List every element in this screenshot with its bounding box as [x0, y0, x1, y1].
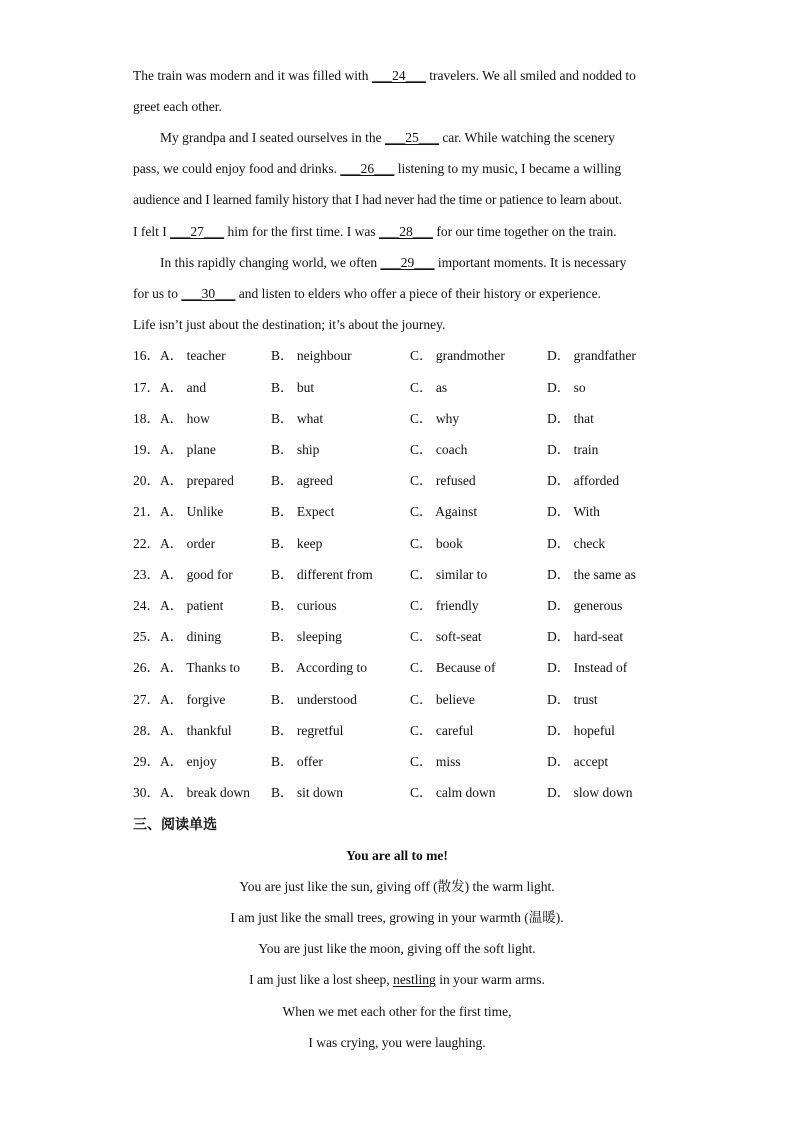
question-number: 26． [133, 660, 160, 675]
passage-text: important moments. It is necessary [434, 255, 627, 270]
passage-text: car. While watching the scenery [438, 130, 615, 145]
option-c[interactable]: C． believe [410, 692, 475, 707]
question-25 [133, 628, 663, 646]
option-c[interactable]: C． calm down [410, 785, 496, 800]
poem-title: You are all to me! [346, 848, 448, 863]
option-d[interactable]: D． afforded [547, 473, 620, 488]
option-c[interactable]: C． grandmother [410, 348, 505, 363]
option-b[interactable]: B． but [271, 380, 315, 395]
option-d[interactable]: D． train [547, 442, 599, 457]
question-22 [133, 535, 663, 553]
option-a[interactable]: A． Thanks to [160, 660, 240, 675]
underlined-word: nestling [393, 972, 436, 987]
question-30 [133, 784, 663, 802]
passage-text: pass, we could enjoy food and drinks. [133, 161, 341, 176]
passage-text: The train was modern and it was filled with [133, 68, 372, 83]
option-a[interactable]: A． plane [160, 442, 216, 457]
option-a[interactable]: A． teacher [160, 348, 226, 363]
passage-text: for us to [133, 286, 182, 301]
passage-text: My grandpa and I seated ourselves in the [160, 130, 385, 145]
question-number: 28． [133, 723, 160, 738]
option-a[interactable]: A． Unlike [160, 504, 224, 519]
passage-line: Life isn’t just about the destination; it’s about the journey. [133, 317, 446, 332]
option-d[interactable]: D． slow down [547, 785, 633, 800]
option-c[interactable]: C． why [410, 411, 460, 426]
option-b[interactable]: B． regretful [271, 723, 344, 738]
option-b[interactable]: B． offer [271, 754, 323, 769]
option-d[interactable]: D． Instead of [547, 660, 628, 675]
question-17 [133, 379, 663, 397]
passage-text: and listen to elders who offer a piece of their history or experience. [235, 286, 601, 301]
option-a[interactable]: A． break down [160, 785, 250, 800]
option-b[interactable]: B． According to [271, 660, 367, 675]
blank-30: ___30___ [181, 286, 236, 301]
question-number: 30． [133, 785, 160, 800]
option-c[interactable]: C． friendly [410, 598, 479, 613]
option-b[interactable]: B． different from [271, 567, 373, 582]
question-number: 16． [133, 348, 160, 363]
option-a[interactable]: A． order [160, 536, 216, 551]
option-d[interactable]: D． hard-seat [547, 629, 624, 644]
option-c[interactable]: C． soft-seat [410, 629, 482, 644]
poem-text: I am just like a lost sheep, [249, 972, 394, 987]
passage-line [133, 67, 663, 85]
poem-line: You are just like the moon, giving off the soft light. [258, 941, 536, 956]
question-number: 18． [133, 411, 160, 426]
question-24 [133, 597, 663, 615]
passage-line [160, 129, 690, 147]
blank-28: ___28___ [378, 224, 433, 239]
question-27 [133, 691, 663, 709]
option-c[interactable]: C． as [410, 380, 448, 395]
option-c[interactable]: C． miss [410, 754, 461, 769]
poem-line: I was crying, you were laughing. [308, 1035, 486, 1050]
question-18 [133, 410, 663, 428]
option-a[interactable]: A． enjoy [160, 754, 217, 769]
question-number: 23． [133, 567, 160, 582]
option-b[interactable]: B． agreed [271, 473, 333, 488]
option-a[interactable]: A． good for [160, 567, 233, 582]
question-16 [133, 347, 663, 365]
passage-text: for our time together on the train. [432, 224, 617, 239]
blank-25: ___25___ [384, 130, 439, 145]
option-d[interactable]: D． generous [547, 598, 623, 613]
option-d[interactable]: D． grandfather [547, 348, 636, 363]
poem-text: in your warm arms. [435, 972, 545, 987]
option-b[interactable]: B． neighbour [271, 348, 352, 363]
option-d[interactable]: D． trust [547, 692, 598, 707]
option-a[interactable]: A． forgive [160, 692, 226, 707]
option-d[interactable]: D． the same as [547, 567, 636, 582]
passage-text: In this rapidly changing world, we often [160, 255, 381, 270]
passage-line: audience and I learned family history that I had never had the time or patience to learn about. [133, 192, 622, 207]
question-number: 19． [133, 442, 160, 457]
question-number: 24． [133, 598, 160, 613]
question-19 [133, 441, 663, 459]
option-c[interactable]: C． Against [410, 504, 478, 519]
option-a[interactable]: A． dining [160, 629, 222, 644]
question-number: 22． [133, 536, 160, 551]
blank-24: ___24___ [371, 68, 426, 83]
option-d[interactable]: D． hopeful [547, 723, 615, 738]
option-a[interactable]: A． thankful [160, 723, 232, 738]
option-d[interactable]: D． check [547, 536, 606, 551]
passage-line [160, 254, 690, 272]
section-heading: 三、阅读单选 [133, 817, 217, 833]
passage-line [133, 285, 663, 303]
passage-text: him for the first time. I was [224, 224, 379, 239]
blank-29: ___29___ [380, 255, 435, 270]
question-26 [133, 659, 663, 677]
poem-line [0, 971, 794, 989]
passage-text: travelers. We all smiled and nodded to [425, 68, 636, 83]
option-d[interactable]: D． With [547, 504, 600, 519]
passage-line [133, 223, 663, 241]
blank-27: ___27___ [170, 224, 225, 239]
question-number: 21． [133, 504, 160, 519]
option-b[interactable]: B． keep [271, 536, 323, 551]
option-c[interactable]: C． Because of [410, 660, 496, 675]
question-28 [133, 722, 663, 740]
option-b[interactable]: B． sleeping [271, 629, 342, 644]
poem-line: You are just like the sun, giving off (散发) the warm light. [239, 879, 555, 894]
question-number: 20． [133, 473, 160, 488]
option-d[interactable]: D． that [547, 411, 594, 426]
question-23 [133, 566, 663, 584]
option-b[interactable]: B． Expect [271, 504, 335, 519]
poem-line: I am just like the small trees, growing in your warmth (温暖). [230, 910, 564, 925]
option-a[interactable]: A． prepared [160, 473, 234, 488]
question-number: 25． [133, 629, 160, 644]
option-a[interactable]: A． and [160, 380, 207, 395]
option-c[interactable]: C． similar to [410, 567, 488, 582]
option-c[interactable]: C． careful [410, 723, 474, 738]
option-a[interactable]: A． patient [160, 598, 224, 613]
blank-26: ___26___ [340, 161, 395, 176]
passage-text: I felt I [133, 224, 171, 239]
question-number: 29． [133, 754, 160, 769]
option-b[interactable]: B． ship [271, 442, 320, 457]
option-c[interactable]: C． book [410, 536, 463, 551]
question-number: 27． [133, 692, 160, 707]
question-number: 17． [133, 380, 160, 395]
option-c[interactable]: C． coach [410, 442, 468, 457]
option-c[interactable]: C． refused [410, 473, 476, 488]
passage-line: greet each other. [133, 99, 222, 114]
question-20 [133, 472, 663, 490]
poem-line: When we met each other for the first time, [282, 1004, 512, 1019]
option-d[interactable]: D． so [547, 380, 586, 395]
passage-text: listening to my music, I became a willing [394, 161, 622, 176]
option-a[interactable]: A． how [160, 411, 210, 426]
passage-line [133, 160, 663, 178]
question-29 [133, 753, 663, 771]
question-21 [133, 503, 663, 521]
option-b[interactable]: B． what [271, 411, 324, 426]
option-d[interactable]: D． accept [547, 754, 609, 769]
option-b[interactable]: B． sit down [271, 785, 344, 800]
option-b[interactable]: B． understood [271, 692, 357, 707]
option-b[interactable]: B． curious [271, 598, 337, 613]
